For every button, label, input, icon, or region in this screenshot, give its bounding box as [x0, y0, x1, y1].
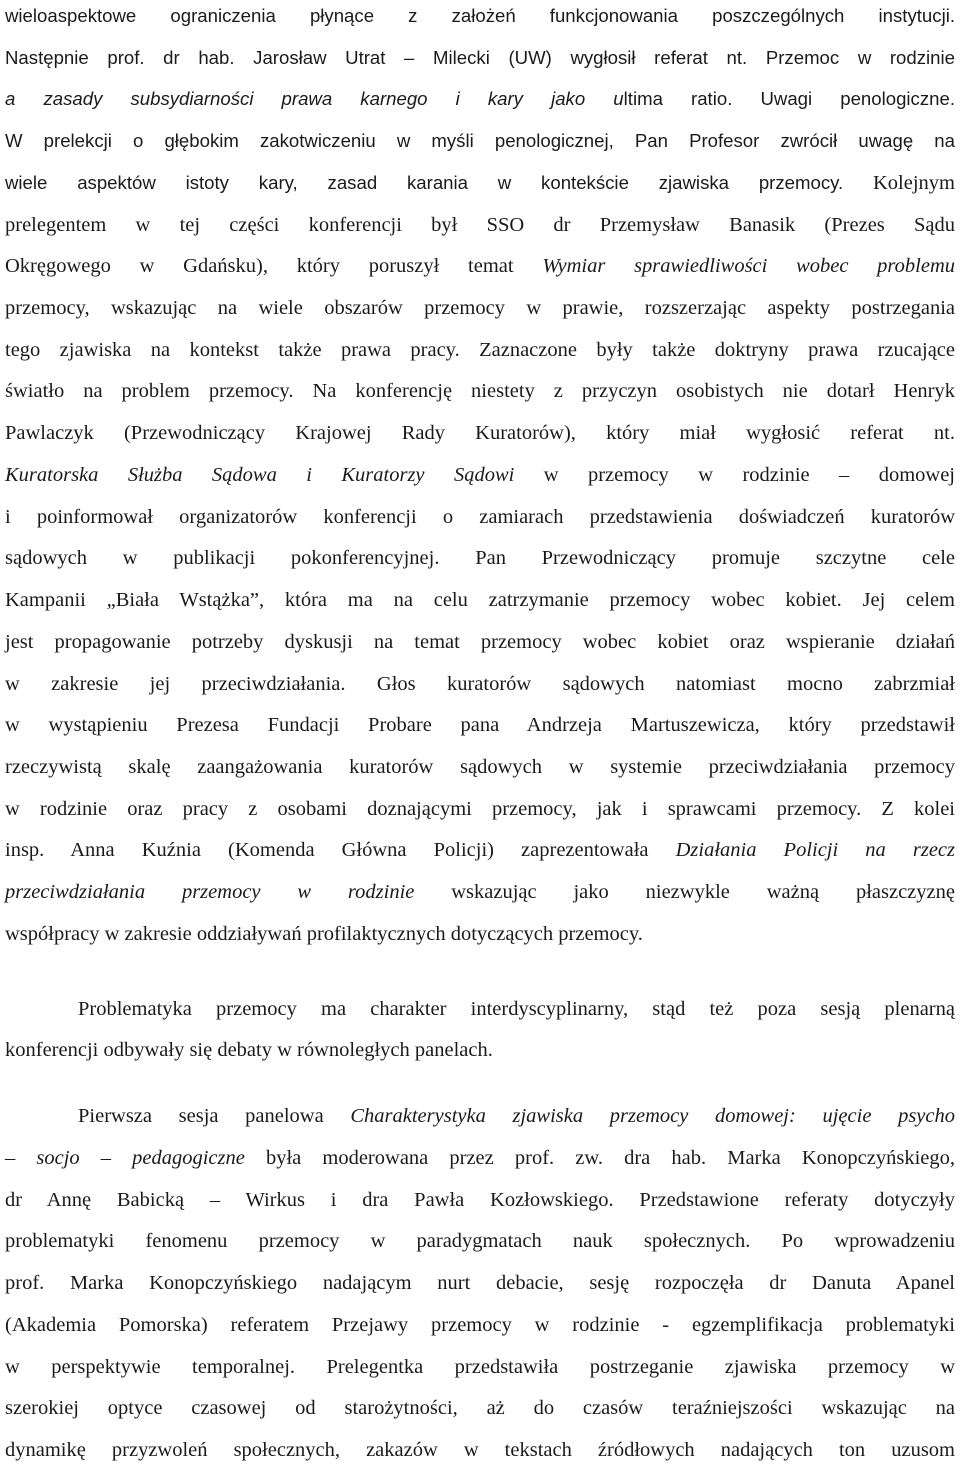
- text-segment: insp. Anna Kuźnia (Komenda Główna Policji) zaprezentowała: [5, 839, 676, 861]
- text-line: [5, 2, 955, 30]
- text-segment: Następnie prof. dr hab. Jarosław Utrat – Milecki (UW) wygłosił referat nt. Przemoc w rodzinie: [5, 47, 955, 68]
- text-segment: wiele aspektów istoty kary, zasad karania w kontekście zjawiska przemocy.: [5, 172, 844, 193]
- text-segment: prelegentem w tej części konferencji był SSO dr Przemysław Banasik (Prezes Sądu: [5, 214, 955, 236]
- text-line: [5, 419, 955, 447]
- text-line: [5, 1227, 955, 1255]
- text-line: [5, 628, 955, 656]
- text-line: [5, 336, 955, 364]
- text-line: [5, 377, 955, 405]
- text-segment: dr Annę Babicką – Wirkus i dra Pawła Kozłowskiego. Przedstawione referaty dotyczyły: [5, 1189, 955, 1211]
- text-segment: współpracy w zakresie oddziaływań profilaktycznych dotyczących przemocy.: [5, 923, 643, 945]
- text-line: [5, 44, 955, 72]
- text-segment: w wystąpieniu Prezesa Fundacji Probare pana Andrzeja Martuszewicza, który przedstawił: [5, 714, 955, 736]
- text-line: [5, 294, 955, 322]
- text-line: [5, 1036, 955, 1064]
- text-line: [5, 169, 955, 197]
- text-segment: wieloaspektowe ograniczenia płynące z założeń funkcjonowania poszczególnych instytucji.: [5, 5, 955, 26]
- text-segment: Kuratorska Służba Sądowa i Kuratorzy Sądowi: [5, 464, 515, 486]
- text-segment: dynamikę przyzwoleń społecznych, zakazów w tekstach źródłowych nadających ton uzusom: [5, 1439, 955, 1461]
- text-line: [5, 1186, 955, 1214]
- text-segment: W prelekcji o głębokim zakotwiczeniu w myśli penologicznej, Pan Profesor zwrócił uwagę na: [5, 130, 955, 151]
- text-line: [5, 1269, 955, 1297]
- text-line: [5, 711, 955, 739]
- text-segment: Kampanii „Biała Wstążka”, która ma na celu zatrzymanie przemocy wobec kobiet. Jej celem: [5, 589, 955, 611]
- text-segment: przeciwdziałania przemocy w rodzinie: [5, 881, 415, 903]
- text-segment: rzeczywistą skalę zaangażowania kuratorów sądowych w systemie przeciwdziałania przemocy: [5, 756, 955, 778]
- text-segment: w perspektywie temporalnej. Prelegentka przedstawiła postrzeganie zjawiska przemocy w: [5, 1356, 955, 1378]
- text-segment: tego zjawiska na kontekst także prawa pracy. Zaznaczone były także doktryny prawa rzucające: [5, 339, 955, 361]
- text-segment: ltima ratio. Uwagi penologiczne.: [623, 88, 955, 109]
- text-line: [5, 252, 955, 280]
- text-segment: Pierwsza sesja panelowa: [78, 1105, 351, 1127]
- text-segment: Działania Policji na rzecz: [675, 839, 955, 861]
- text-segment: a zasady subsydiarności prawa karnego i kary jako u: [5, 88, 624, 109]
- text-segment: konferencji odbywały się debaty w równoległych panelach.: [5, 1039, 493, 1061]
- text-line: [5, 85, 955, 113]
- text-segment: Okręgowego w Gdańsku), który poruszył temat: [5, 255, 543, 277]
- text-segment: Charakterystyka zjawiska przemocy domowej: ujęcie psycho: [350, 1105, 955, 1127]
- text-line: [78, 995, 955, 1023]
- text-line: [5, 920, 955, 948]
- text-line: [5, 586, 955, 614]
- text-line: [5, 461, 955, 489]
- text-line: [5, 544, 955, 572]
- text-segment: (Akademia Pomorska) referatem Przejawy przemocy w rodzinie - egzemplifikacja problematyki: [5, 1314, 955, 1336]
- text-segment: wskazując jako niezwykle ważną płaszczyznę: [414, 881, 955, 903]
- text-segment: Pawlaczyk (Przewodniczący Krajowej Rady Kuratorów), który miał wygłosić referat nt.: [5, 422, 955, 444]
- text-line: [5, 836, 955, 864]
- text-line: [5, 211, 955, 239]
- text-segment: szerokiej optyce czasowej od starożytności, aż do czasów teraźniejszości wskazując na: [5, 1397, 955, 1419]
- text-segment: i poinformował organizatorów konferencji o zamiarach przedstawienia doświadczeń kuratorów: [5, 506, 955, 528]
- text-line: [5, 1311, 955, 1339]
- text-segment: w zakresie jej przeciwdziałania. Głos kuratorów sądowych natomiast mocno zabrzmiał: [5, 673, 955, 695]
- text-segment: – socjo – pedagogiczne: [5, 1147, 245, 1169]
- text-line: [5, 127, 955, 155]
- text-segment: Wymiar sprawiedliwości wobec problemu: [542, 255, 955, 277]
- text-segment: sądowych w publikacji pokonferencyjnej. Pan Przewodniczący promuje szczytne cele: [5, 547, 955, 569]
- text-segment: była moderowana przez prof. zw. dra hab. Marka Konopczyńskiego,: [244, 1147, 955, 1169]
- text-line: [5, 878, 955, 906]
- text-line: [5, 503, 955, 531]
- text-line: [5, 1144, 955, 1172]
- text-segment: Kolejnym: [843, 172, 955, 194]
- text-segment: prof. Marka Konopczyńskiego nadającym nurt debacie, sesję rozpoczęła dr Danuta Apanel: [5, 1272, 955, 1294]
- text-segment: w rodzinie oraz pracy z osobami doznającymi przemocy, jak i sprawcami przemocy. Z kolei: [5, 798, 955, 820]
- text-line: [5, 753, 955, 781]
- text-segment: przemocy, wskazując na wiele obszarów przemocy w prawie, rozszerzając aspekty postrzegania: [5, 297, 955, 319]
- text-segment: jest propagowanie potrzeby dyskusji na temat przemocy wobec kobiet oraz wspieranie działań: [5, 631, 955, 653]
- text-segment: w przemocy w rodzinie – domowej: [514, 464, 955, 486]
- text-line: [5, 670, 955, 698]
- text-line: [5, 1394, 955, 1422]
- text-segment: problematyki fenomenu przemocy w paradygmatach nauk społecznych. Po wprowadzeniu: [5, 1230, 955, 1252]
- text-segment: światło na problem przemocy. Na konferencję niestety z przyczyn osobistych nie dotarł Henryk: [5, 380, 955, 402]
- text-line: [78, 1102, 955, 1130]
- text-segment: Problematyka przemocy ma charakter interdyscyplinarny, stąd też poza sesją plenarną: [78, 998, 955, 1020]
- text-line: [5, 795, 955, 823]
- text-line: [5, 1353, 955, 1381]
